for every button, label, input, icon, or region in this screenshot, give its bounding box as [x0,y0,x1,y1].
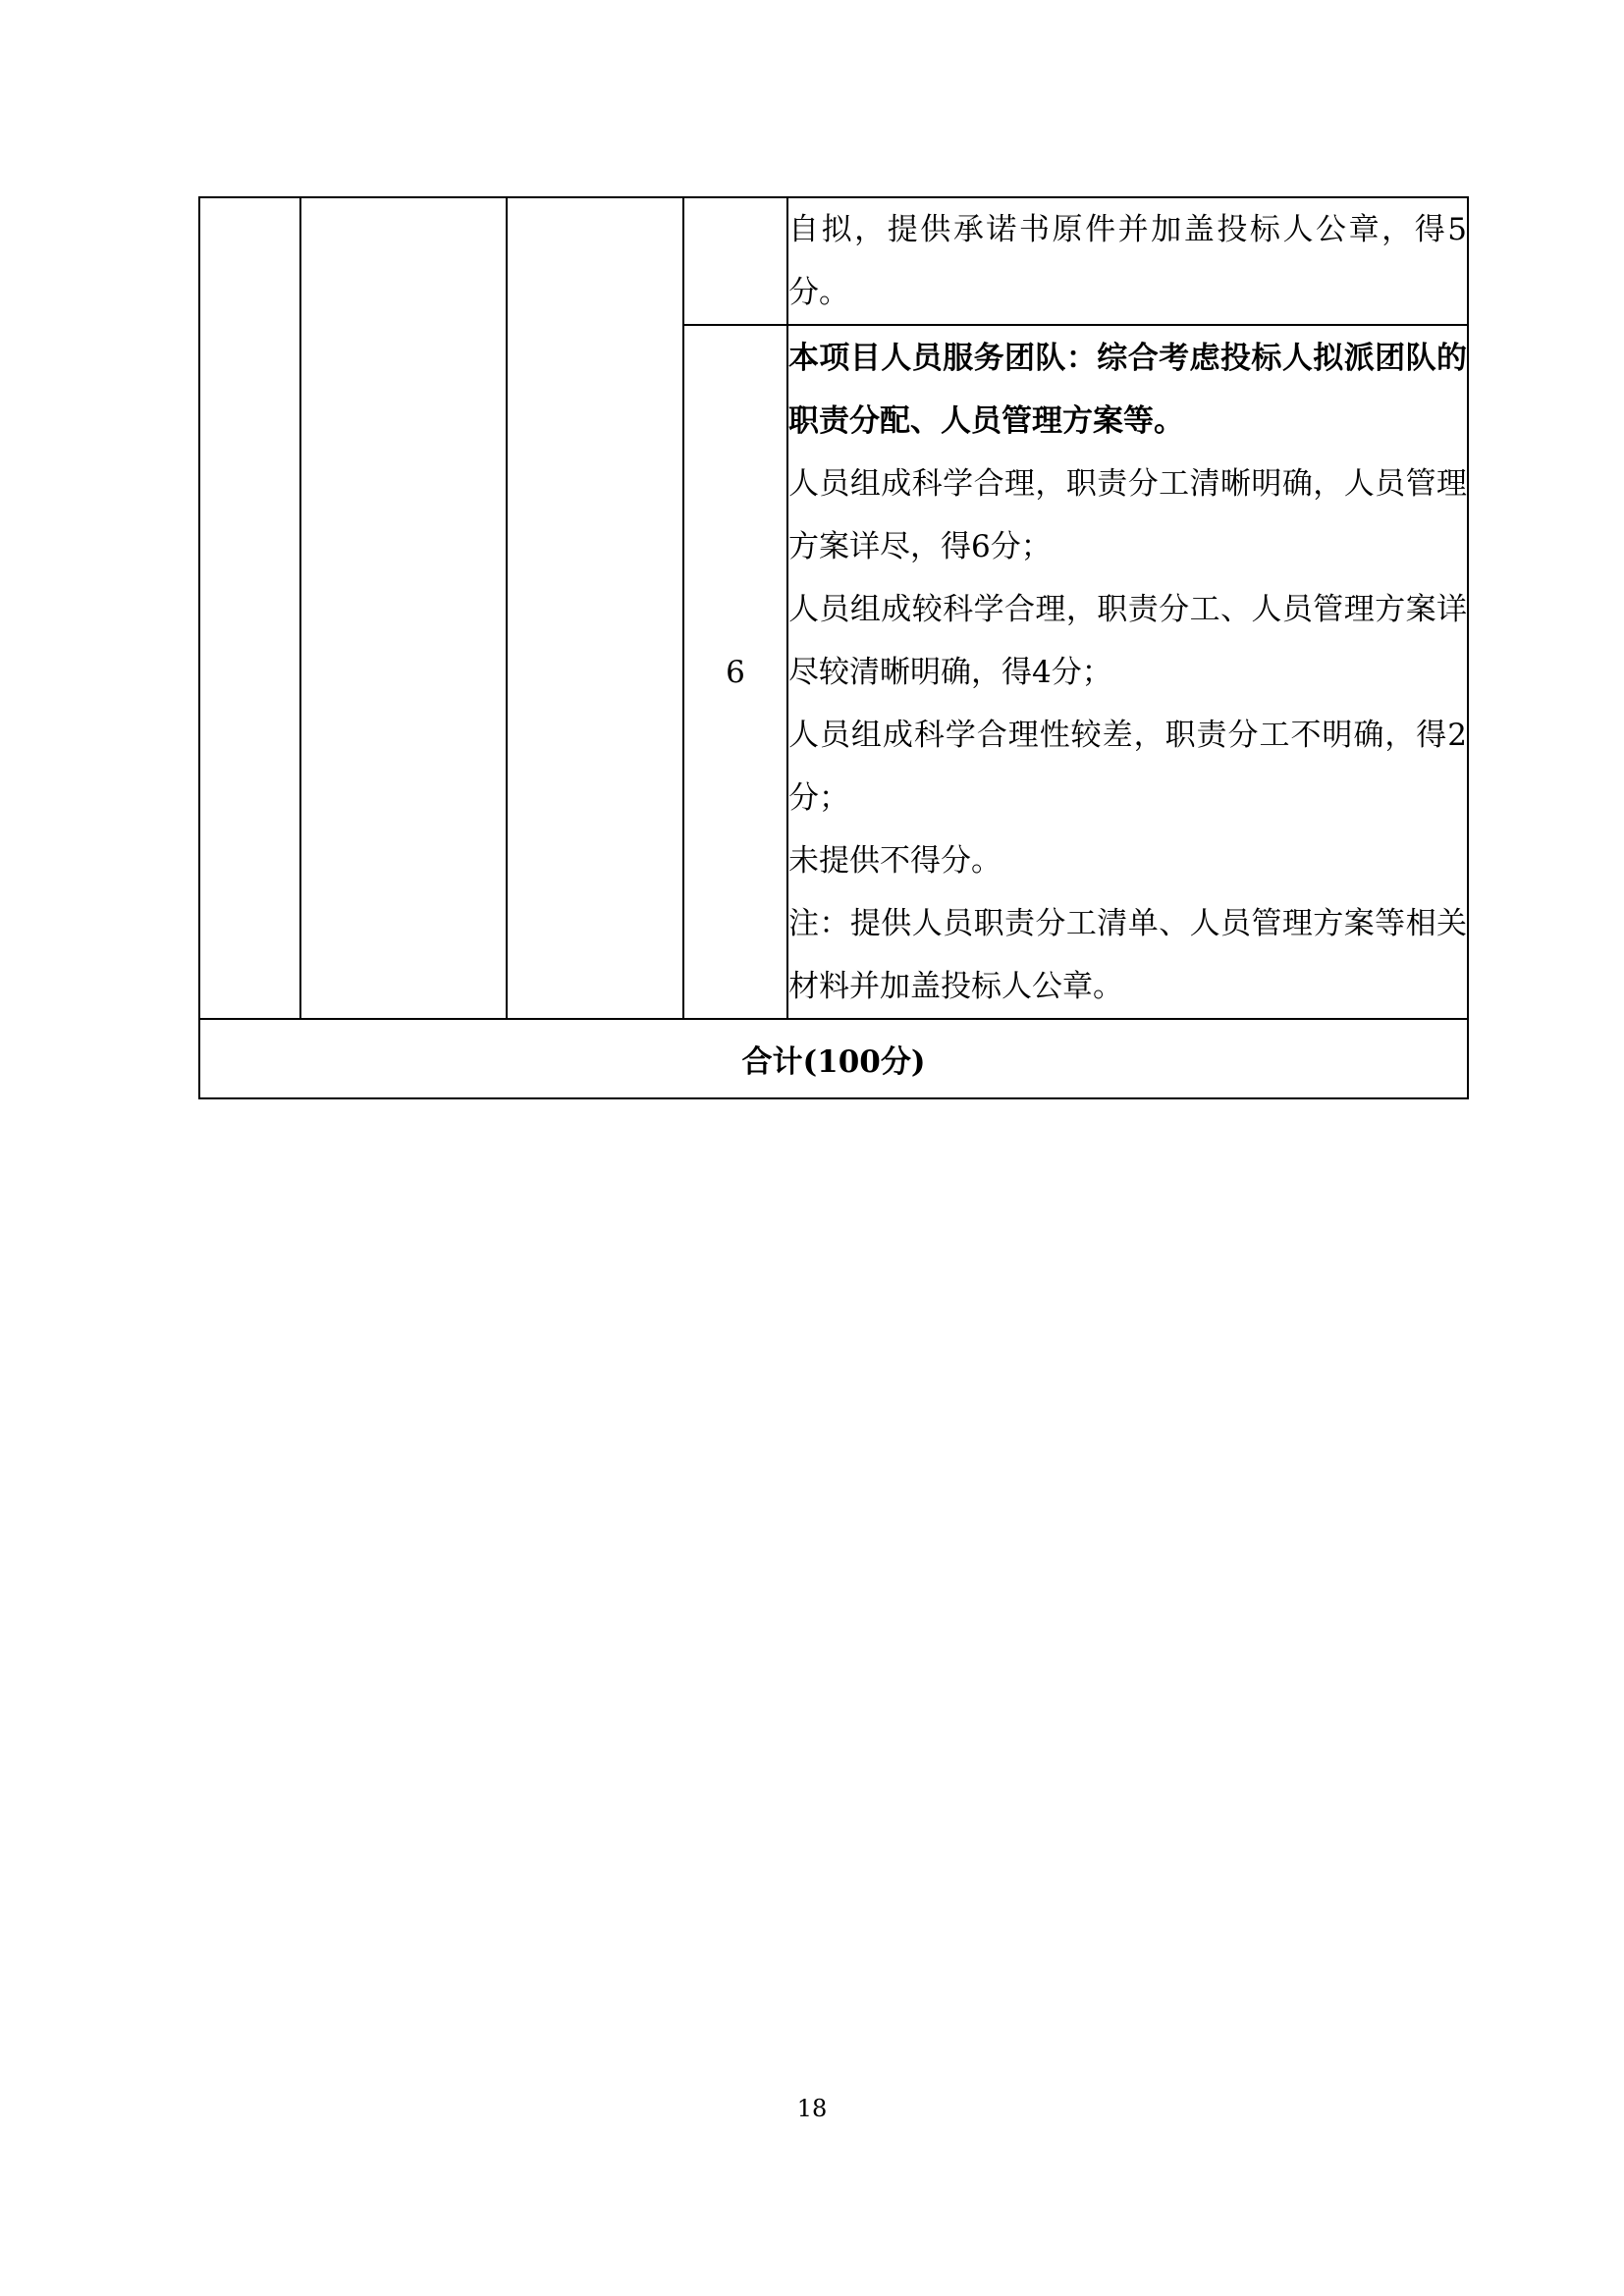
criteria-paragraph: 人员组成科学合理，职责分工清晰明确，人员管理方案详尽，得6分； [788,465,1467,564]
scoring-table [198,196,1469,1099]
criteria-paragraph: 人员组成科学合理性较差，职责分工不明确，得2分； [788,717,1467,816]
table-row [199,197,1468,325]
empty-cell-category [300,197,507,1019]
empty-cell-item [507,197,683,1019]
criteria-paragraph: 未提供不得分。 [788,842,1001,879]
criteria-cell [787,197,1468,325]
score-cell [683,197,787,325]
page-number: 18 [796,2095,828,2122]
empty-cell-index [199,197,300,1019]
total-label: 合计(100分) [199,1019,1468,1098]
total-row [199,1019,1468,1098]
criteria-paragraph: 人员组成较科学合理，职责分工、人员管理方案详尽较清晰明确，得4分； [788,591,1467,690]
criteria-paragraph: 注：提供人员职责分工清单、人员管理方案等相关材料并加盖投标人公章。 [788,905,1467,1004]
criteria-heading: 本项目人员服务团队：综合考虑投标人拟派团队的职责分配、人员管理方案等。 [788,340,1467,439]
criteria-cell [787,325,1468,1019]
score-cell: 6 [683,325,787,1019]
criteria-paragraph: 自拟，提供承诺书原件并加盖投标人公章，得5分。 [788,212,1467,310]
